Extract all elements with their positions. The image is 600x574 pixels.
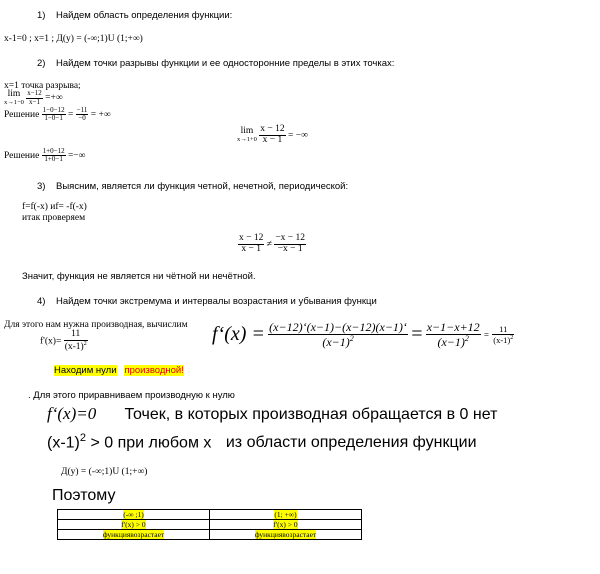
positive-line: $(x-1)^2 > 0$ при любом х из области определения функции (47, 432, 477, 452)
table-cell: f'(x) > 0 (121, 520, 146, 529)
step2-heading: 2) Найдем точки разрывы функции и ее односторонние пределы в этих точках: (37, 58, 395, 69)
derivative-intro: Для этого нам нужна производная, вычислим (4, 320, 188, 330)
set-zero-text: . Для этого приравниваем производную к нулю (28, 390, 235, 401)
left-limit: lim x→1−0 $\frac{x-12}{x-1}$ =+∞ (4, 89, 63, 106)
derivative-big: f‘(x) = $\frac{(x-12)‘(x-1)-(x-12)(x-1)‘}{(x-1)^2}$ = $\frac{x-1-x+12}{(x-1)^2}$ = $\frac{11}{(x-1)^2}$ (212, 320, 514, 349)
derivative-small: f'(x)= $\frac{11}{(x-1)^2}$ (40, 329, 87, 353)
monotonicity-table (57, 509, 362, 540)
left-limit-solution: Решение $\frac{1-0-12}{1-0-1}$ = $\frac{-11}{-0}$ = +∞ (4, 106, 111, 123)
no-zero-line: f‘(x)=0 Точек, в которых производная обращается в 0 нет (47, 404, 498, 423)
right-limit: lim x→1+0 $\frac{x - 12}{x - 1}$ = −∞ (237, 124, 308, 145)
parity-conclusion: Значит, функция не является ни чётной ни нечётной. (22, 271, 256, 282)
right-limit-solution: Решение $\frac{1+0-12}{1+0-1}$ =−∞ (4, 147, 86, 164)
domain-line: x-1=0 ; x=1 ; Д(y) = (-∞;1)U (1;+∞) (4, 34, 143, 44)
break-point-text: x=1 точка разрыва; (4, 81, 81, 91)
table-row (58, 520, 362, 530)
step1-heading: 1) Найдем область определения функции: (37, 10, 233, 21)
parity-equation: $\frac{x - 12}{x - 1}$ ≠ $\frac{-x - 12}{-x - 1}$ (239, 233, 306, 254)
step3-heading: 3) Выясним, является ли функция четной, нечетной, периодической: (37, 181, 349, 192)
parity-definition: f=f(-x) иf= -f(-x) (22, 202, 87, 212)
check-text: итак проверяем (22, 213, 86, 223)
table-cell: (1; +∞) (274, 510, 297, 519)
table-cell: функциявозрастает (254, 530, 317, 539)
therefore-text: Поэтому (52, 487, 116, 504)
table-row (58, 510, 362, 520)
domain-again: Д(y) = (-∞;1)U (1;+∞) (61, 467, 148, 477)
step4-heading: 4) Найдем точки экстремума и интервалы возрастания и убывания функци (37, 296, 377, 307)
table-cell: функциявозрастает (102, 530, 165, 539)
table-row (58, 530, 362, 540)
find-zeros-line: Находим нули производной! (54, 365, 184, 376)
table-cell: f'(x) > 0 (273, 520, 298, 529)
table-cell: (-∞ ;1) (123, 510, 144, 519)
